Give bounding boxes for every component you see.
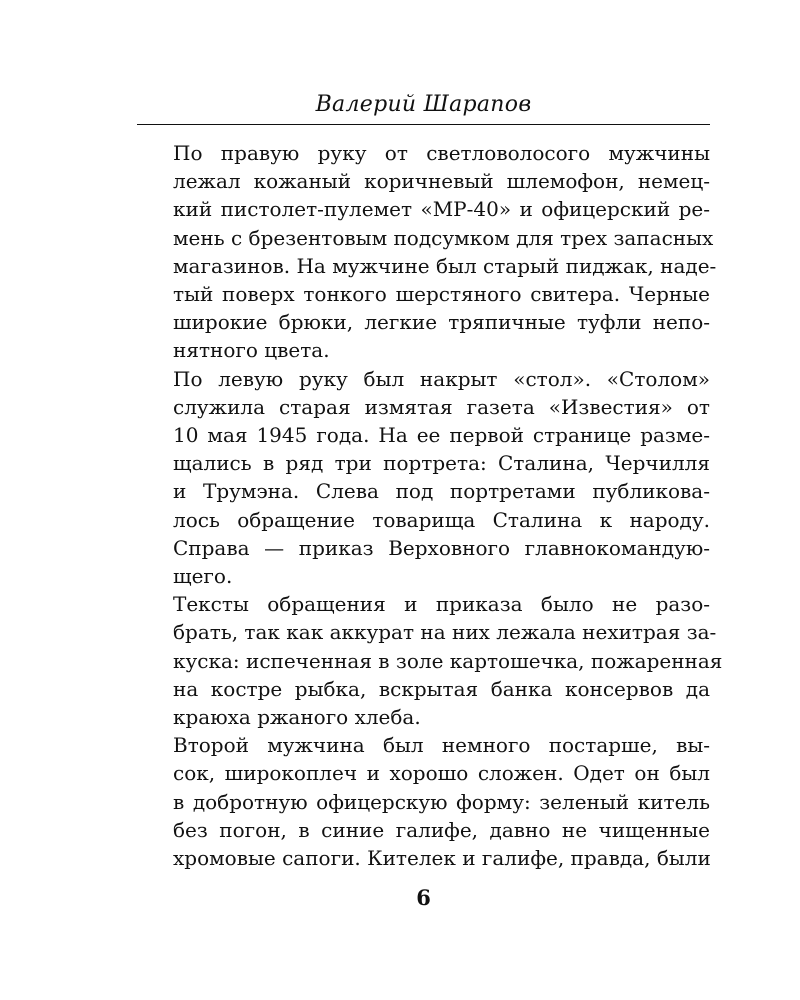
text-line: лежал кожаный коричневый шлемофон, немец-: [173, 169, 710, 194]
text-line: Справа — приказ Верховного главнокомандую-: [173, 535, 710, 560]
text-line: хромовые сапоги. Кителек и галифе, правда, были: [173, 846, 711, 871]
text-line: лось обращение товарища Сталина к народу.: [173, 507, 710, 532]
paragraph-4: [137, 731, 710, 872]
text-line: тый поверх тонкого шерстяного свитера. Черные: [173, 282, 710, 307]
text-line: нятного цвета.: [173, 338, 330, 363]
text-line: По левую руку был накрыт «стол». «Столом»: [173, 366, 710, 391]
text-line: в добротную офицерскую форму: зеленый китель: [173, 789, 710, 814]
text-line: Тексты обращения и приказа было не разо-: [173, 592, 710, 617]
text-line: кий пистолет-пулемет «МР-40» и офицерский ре-: [173, 197, 710, 222]
paragraph-3: [137, 590, 723, 731]
page-number: 6: [416, 885, 431, 910]
text-line: краюха ржаного хлеба.: [173, 705, 421, 730]
text-line: широкие брюки, легкие тряпичные туфли непо-: [173, 310, 710, 335]
text-line: магазинов. На мужчине был старый пиджак, наде-: [173, 253, 717, 278]
text-line: щались в ряд три портрета: Сталина, Черчилля: [173, 451, 710, 476]
text-line: Второй мужчина был немного постарше, вы-: [173, 733, 710, 758]
paragraph-1: [137, 139, 717, 365]
text-line: и Трумэна. Слева под портретами публикова-: [173, 479, 710, 504]
header-rule: [137, 124, 710, 125]
text-line: на костре рыбка, вскрытая банка консервов да: [173, 676, 710, 701]
text-line: сок, широкоплеч и хорошо сложен. Одет он был: [173, 761, 710, 786]
body-text: [137, 139, 723, 872]
text-line: служила старая измятая газета «Известия» от: [173, 394, 710, 419]
text-line: По правую руку от светловолосого мужчины: [173, 141, 710, 165]
text-line: без погон, в синие галифе, давно не чищенные: [173, 817, 710, 842]
text-line: брать, так как аккурат на них лежала нехитрая за-: [173, 620, 717, 645]
text-line: мень с брезентовым подсумком для трех запасных: [173, 225, 714, 250]
text-line: щего.: [173, 564, 233, 589]
text-line: куска: испеченная в золе картошечка, пожаренная: [173, 648, 723, 673]
paragraph-2: [137, 365, 710, 591]
text-line: 10 мая 1945 года. На ее первой странице разме-: [173, 423, 710, 448]
running-header: Валерий Шарапов: [315, 92, 532, 117]
